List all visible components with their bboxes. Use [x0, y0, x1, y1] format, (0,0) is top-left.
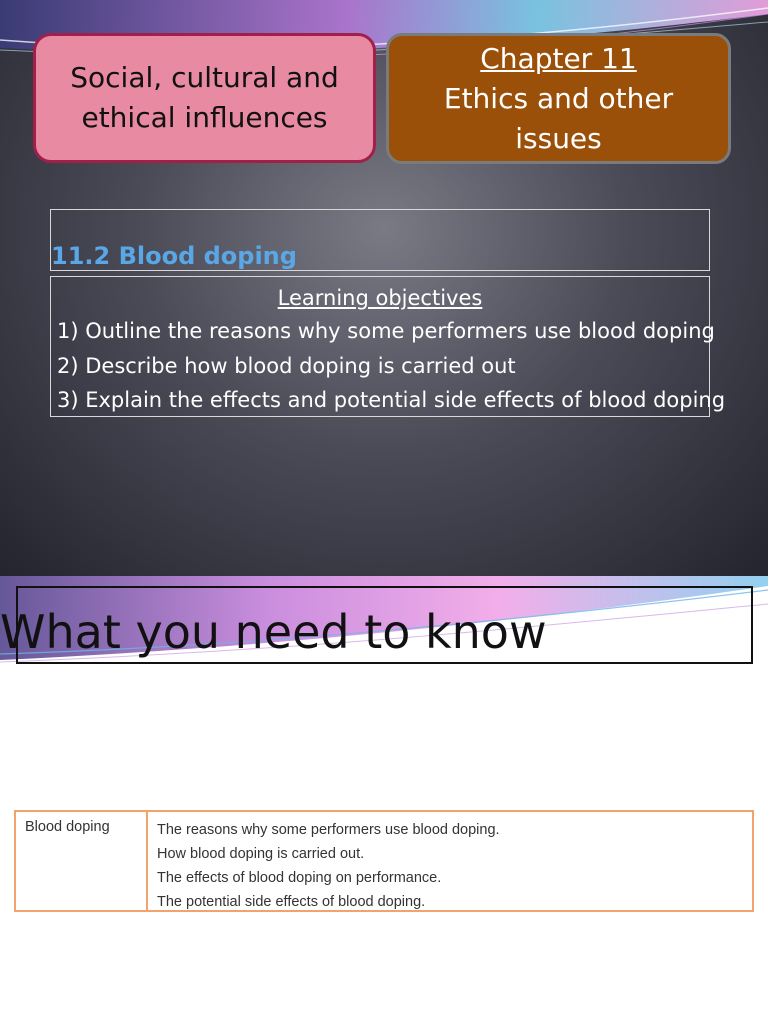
- topic-line-1: Social, cultural and: [70, 61, 339, 94]
- objective-item: 2) Describe how blood doping is carried out: [57, 353, 516, 378]
- specification-table: [14, 810, 754, 912]
- chapter-badge: [386, 33, 731, 164]
- table-row: How blood doping is carried out.: [157, 846, 365, 862]
- section-title-box: [50, 209, 710, 271]
- table-row: The potential side effects of blood doping.: [157, 894, 426, 910]
- objectives-heading: Learning objectives: [277, 286, 483, 310]
- slide-2: [0, 576, 768, 1024]
- table-row: The effects of blood doping on performance.: [157, 870, 442, 886]
- topic-badge: [33, 33, 376, 163]
- table-points-cell: [148, 812, 752, 910]
- chapter-title-line-1: Ethics and other: [443, 81, 674, 115]
- section-title: 11.2 Blood doping: [51, 242, 297, 270]
- objective-item: 1) Outline the reasons why some performers use blood doping: [57, 319, 715, 343]
- table-row: The reasons why some performers use blood doping.: [157, 822, 500, 838]
- chapter-title-line-2: issues: [515, 121, 602, 155]
- topic-line-2: ethical influences: [81, 101, 328, 134]
- objective-item: 3) Explain the effects and potential side effects of blood doping: [57, 388, 726, 412]
- table-topic-cell: Blood doping: [16, 812, 148, 910]
- slide-heading: What you need to know: [0, 605, 547, 659]
- learning-objectives-box: [50, 276, 726, 417]
- chapter-number: Chapter 11: [480, 41, 637, 75]
